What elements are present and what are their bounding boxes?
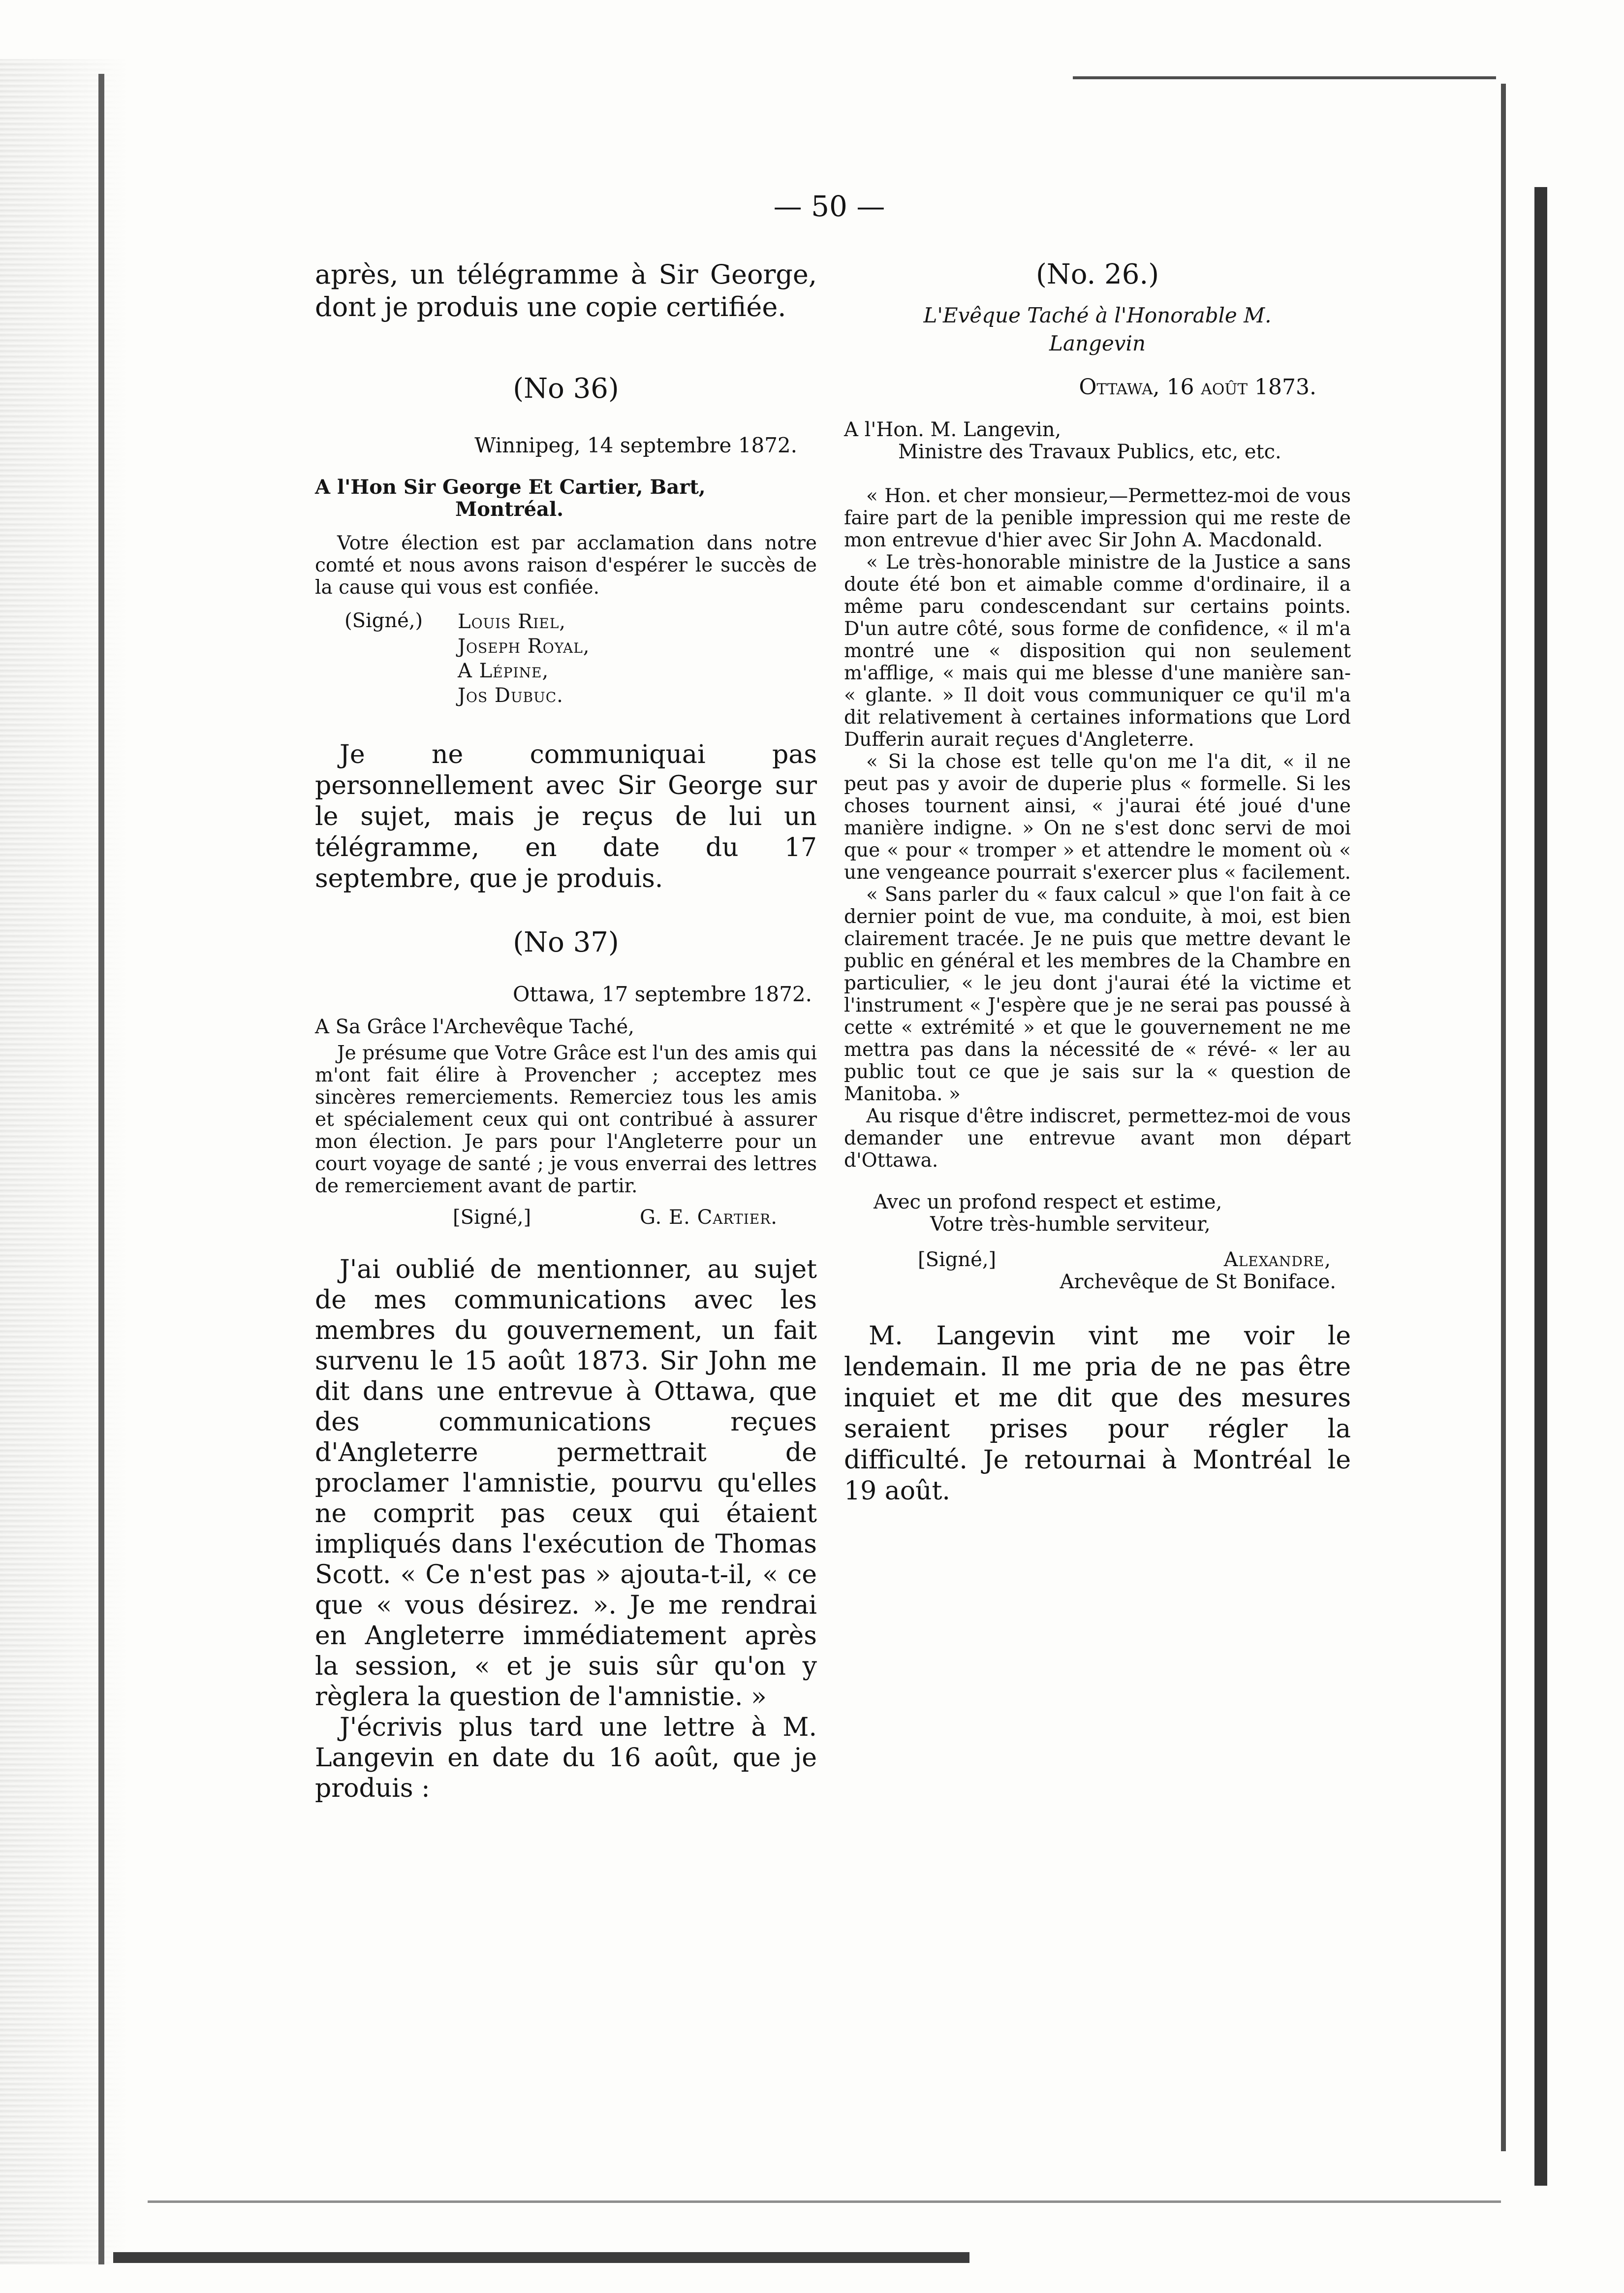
doc36-signature [315,609,817,708]
doc37-signatory-name: G. E. Cartier. [640,1206,778,1229]
left-paragraph-2: Je ne communiquai pas personnellement avec Sir George sur le sujet, mais je reçus de lui un télégramme, en date du 17 septembre, que je produis. [315,740,817,893]
signatory-name: A Lépine, [458,660,549,682]
signatory-name: Joseph Royal, [458,635,590,658]
left-paragraph-3: J'ai oublié de mentionner, au sujet de mes communications avec les membres du gouvernement, un fait survenu le 15 août 1873. Sir John me dit dans une entrevue à Ottawa, que des communications reçues d'Angleterre permettrait de proclamer l'amnistie, pourvu qu'elles ne comprit pas ceux qui étaient impliqués dans l'exécution de Thomas Scott. « Ce n'est pas » ajouta-t-il, « ce que « vous désirez. ». Je me rendrai en Angleterre immédiatement après la session, « et je suis sûr qu'on y règlera la question de l'amnistie. » [315,1255,817,1712]
doc36-place-date: Winnipeg, 14 septembre 1872. [474,433,797,457]
signatory-name: Louis Riel, [458,610,566,633]
doc26-signatory-title: Archevêque de St Boniface. [1060,1271,1336,1293]
scan-bottom-line [148,2200,1501,2203]
right-final-paragraph: M. Langevin vint me voir le lendemain. Il me pria de ne pas être inquiet et me dit que des mesures seraient prises pour régler la difficulté. Je retournai à Montréal le 19 août. [844,1321,1351,1506]
left-paragraph-4: J'écrivis plus tard une lettre à M. Langevin en date du 16 août, que je produis : [315,1713,817,1803]
doc26-heading: (No. 26.) [1035,258,1159,290]
doc36-address-line1: A l'Hon Sir George Et Cartier, Bart, [315,476,706,499]
doc36-heading: (No 36) [513,373,619,405]
doc37-body: Je présume que Votre Grâce est l'un des amis qui m'ont fait élire à Provencher ; acceptez mes sincères remerciements. Remerciez tous les amis et spécialement ceux qui ont contribué à assurer mon élection. Je pars pour l'Angleterre pour un court voyage de santé ; je vous enverrai des lettres de remerciement avant de partir. [315,1042,817,1197]
doc26-paragraph-1: « Hon. et cher monsieur,—Permettez-moi de vous faire part de la penible impression qui me reste de mon entrevue d'hier avec Sir John A. Macdonald. [844,485,1351,551]
left-column [315,258,817,1804]
doc26-paragraph-5: Au risque d'être indiscret, permettez-moi de vous demander une entrevue avant mon départ d'Ottawa. [844,1105,1351,1172]
doc36-signed-label: (Signé,) [344,609,423,632]
doc26-paragraph-2: « Le très-honorable ministre de la Justice a sans doute été bon et aimable comme d'ordinaire, il a même paru condescendant sur certains points. D'un autre côté, sous forme de confidence, « il m'a montré une « disposition qui non seulement m'afflige, « mais qui me blesse d'une manière san- « glante. » Il doit vous communiquer ce qu'il m'a dit relativement à certaines informations que Lord Dufferin aurait reçues d'Angleterre. [844,551,1351,751]
doc26-signature [844,1248,1351,1271]
doc26-signatory-name: Alexandre, [1223,1248,1331,1271]
doc26-address-line1: A l'Hon. M. Langevin, [844,418,1062,441]
doc26-paragraph-3: « Si la chose est telle qu'on me l'a dit, « il ne peut pas y avoir de duperie plus « formelle. Si les choses tournent ainsi, « j'aurai été joué d'une manière indigne. » On ne s'est donc servi de moi que « pour « tromper » et attendre le moment où « une vengeance pourrait s'exercer plus « facilement. [844,751,1351,884]
doc26-place-date: Ottawa, 16 août 1873. [1079,375,1316,400]
doc26-address-line2: Ministre des Travaux Publics, etc, etc. [898,441,1281,463]
scan-edge-line [98,74,104,2264]
signatory-name: Jos Dubuc. [458,684,563,707]
doc26-title-line2: Langevin [1049,331,1146,355]
page-number: — 50 — [773,190,885,223]
doc37-place-date: Ottawa, 17 septembre 1872. [513,982,812,1006]
doc26-paragraph-4: « Sans parler du « faux calcul » que l'on fait à ce dernier point de vue, ma conduite, à moi, est bien clairement tracée. Je ne puis que mettre devant le public en général et les membres de la Chambre en particulier, « le jeu dont j'aurai été la victime et l'instrument « J'espère que je ne serai pas poussé à cette « extrémité » et que le gouvernement ne me mettra pas dans la nécessité de « révé- « ler au public tout ce que je sais sur la « question de Manitoba. » [844,884,1351,1105]
doc26-title-line1: L'Evêque Taché à l'Honorable M. [923,303,1272,327]
scan-right-frame [1501,84,1506,2151]
scan-bottom-rule [113,2252,969,2263]
scan-right-bar [1534,187,1547,2186]
doc26-signed-label: [Signé,] [918,1248,997,1271]
scan-top-rule [1073,76,1496,79]
doc37-address: A Sa Grâce l'Archevêque Taché, [315,1016,634,1038]
doc36-signatories [458,609,590,708]
right-column [844,258,1351,1507]
doc36-body: Votre élection est par acclamation dans notre comté et nous avons raison d'espérer le succès de la cause qui vous est confiée. [315,532,817,599]
doc36-address-line2: Montréal. [455,498,564,521]
doc37-signature [315,1206,817,1229]
left-paragraph-1: après, un télégramme à Sir George, dont je produis une copie certifiée. [315,259,817,322]
doc26-closing-line1: Avec un profond respect et estime, [874,1191,1222,1213]
doc26-closing-line2: Votre très-humble serviteur, [930,1213,1211,1236]
doc37-signed-label: [Signé,] [453,1206,531,1229]
scan-edge-shadow [0,59,128,2264]
doc37-heading: (No 37) [513,926,619,958]
